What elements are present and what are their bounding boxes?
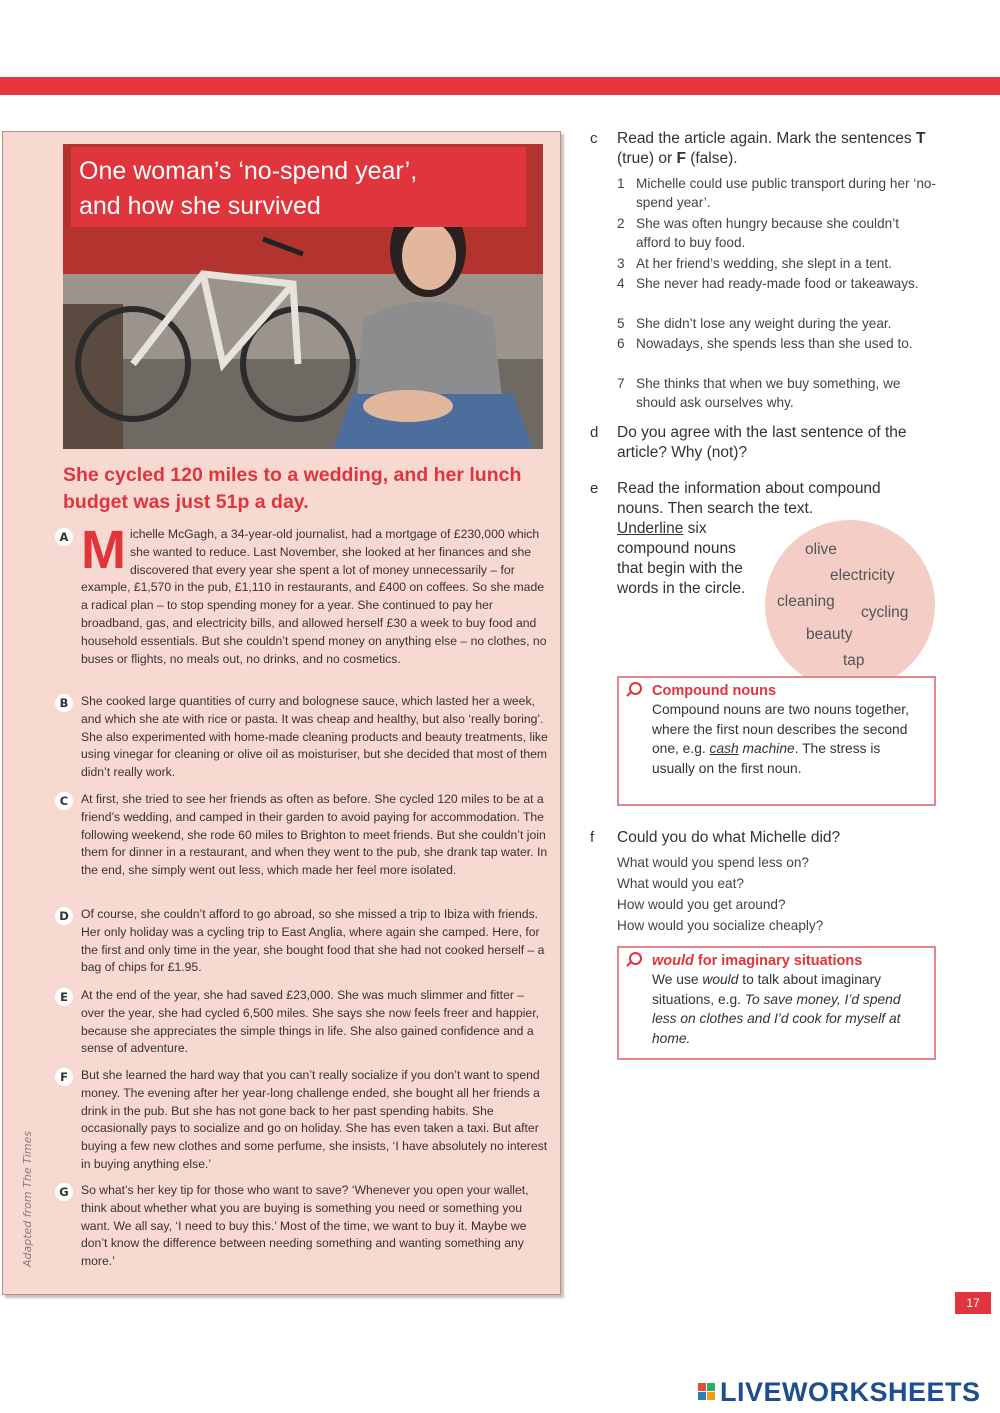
exercise-c-item (617, 375, 937, 412)
exercise-c-item (617, 335, 937, 354)
exercise-f-question: What would you spend less on? (617, 855, 809, 870)
compound-example-rest: machine (738, 741, 795, 756)
item-text: She thinks that when we buy something, we should ask ourselves why. (636, 376, 901, 410)
circle-word: electricity (830, 567, 895, 584)
would-body-text-1: We use (652, 972, 703, 987)
exercise-f-letter: f (590, 829, 595, 846)
paragraph-letter-c: C (55, 792, 73, 810)
exercise-c-item (617, 315, 937, 334)
item-text: She was often hungry because she couldn’t afford to buy food. (636, 216, 899, 250)
paragraph-letter-g: G (55, 1183, 73, 1201)
compound-body-text-2: . The stress is usually on the first noun. (652, 741, 881, 776)
false-label: F (676, 150, 686, 167)
exercise-d-letter: d (590, 424, 599, 441)
top-red-band (0, 77, 1000, 95)
logo-square (698, 1392, 706, 1400)
brand-name: LIVEWORKSHEETS (720, 1376, 981, 1407)
paragraph-b: She cooked large quantities of curry and bolognese sauce, which lasted her a week, and which she ate with rice or pasta. It was cheap and healthy, but also ‘really boring’. She also experimented with home-made cleaning products and beauty treatments, like using vinegar for cleaning or olive oil as moisturiser, but she decided that most of them didn’t really work. (81, 694, 548, 780)
exercise-c-item (617, 215, 937, 252)
circle-word: cleaning (777, 593, 835, 610)
exercise-d-instruction: Do you agree with the last sentence of the article? Why (not)? (617, 424, 907, 461)
item-text: She didn’t lose any weight during the year. (636, 316, 892, 331)
paragraph-c: At first, she tried to see her friends as often as before. She cycled 120 miles to be at a friend’s wedding, and camped in their garden to avoid paying for accommodation. The following weekend, she rode 60 miles to Brighton to meet friends. But she couldn’t join them for dinner in a restaurant, and when they went to the pub, she drank tap water. In the end, she simply went out less, which made her feel more isolated. (81, 792, 548, 878)
word-circle (765, 520, 935, 690)
would-title-row (629, 952, 934, 969)
article-panel (2, 131, 561, 1295)
logo-square (707, 1383, 715, 1391)
paragraph-letter-b: B (55, 694, 73, 712)
true-label: T (915, 130, 926, 147)
drop-cap: M (81, 520, 126, 580)
compound-nouns-box (617, 676, 936, 806)
compound-nouns-body (652, 700, 924, 778)
paragraph-letter-d: D (55, 907, 73, 925)
paragraph-d: Of course, she couldn’t afford to go abroad, so she missed a trip to Ibiza with friends. Her only holiday was a cycling trip to East Anglia, where again she camped. Here, for the first and only time in the year, she bought food that she had not cooked herself – a bag of chips for £1.95. (81, 907, 545, 975)
liveworksheets-brand[interactable] (698, 1375, 981, 1409)
logo-square (698, 1383, 706, 1391)
exercise-c-item (617, 275, 937, 294)
paragraph-e: At the end of the year, she had saved £23,000. She was much slimmer and fitter – over the year, she had cycled 6,500 miles. She says she now feels freer and happier, because she appreciates the simple things in life. She also gained confidence and a sense of adventure. (81, 988, 539, 1056)
article-title-box (71, 147, 526, 227)
underline-word: Underline (617, 520, 684, 537)
paragraph-f: But she learned the hard way that you can’t really socialize if you don’t want to spend money. The evening after her year-long challenge ended, she bought all her friends a drink in the pub. But she has not gone back to her past spending habits. She occasionally pays to socialize and go on holiday. She has even taken a taxi. But after buying a few new clothes and some perfume, she insists, ‘I have absolutely no interest in buying anything else.’ (81, 1068, 548, 1171)
exercise-c-item (617, 175, 937, 212)
item-text: At her friend’s wedding, she slept in a tent. (636, 256, 892, 271)
item-number: 6 (617, 336, 625, 351)
logo-square (707, 1392, 715, 1400)
item-text: She never had ready-made food or takeaways. (636, 276, 919, 291)
exercise-c-text-3: (false). (685, 150, 738, 167)
item-number: 3 (617, 256, 625, 271)
compound-example-word: cash (709, 741, 739, 756)
would-title-italic: would (652, 953, 694, 969)
compound-body-text-1: Compound nouns are two nouns together, where the first noun describes the second one, e.g. (652, 702, 909, 756)
paragraph-letter-e: E (55, 988, 73, 1006)
would-body-text-2: to talk about imaginary situations, e.g. (652, 972, 882, 1007)
paragraph-letter-f: F (55, 1068, 73, 1086)
page-number: 17 (955, 1292, 991, 1314)
exercise-f-question: What would you eat? (617, 876, 744, 891)
item-text: Nowadays, she spends less than she used to. (636, 336, 913, 351)
magnifier-icon (629, 682, 642, 695)
paragraph-g: So what’s her key tip for those who want to save? ‘Whenever you open your wallet, think about whether what you are buying is something you need or something you want. We all say, ‘I need to buy this.’ Most of the time, we want to buy it. Maybe we don’t know the difference between needing something and wanting something any more.’ (81, 1183, 529, 1269)
compound-nouns-title-row (629, 682, 934, 699)
item-number: 7 (617, 376, 625, 391)
article-title-line-2: and how she survived (79, 192, 321, 220)
exercise-c-item (617, 255, 937, 274)
item-number: 2 (617, 216, 625, 231)
would-title-rest: for imaginary situations (693, 953, 863, 969)
compound-nouns-title: Compound nouns (652, 683, 777, 699)
would-example: To save money, I’d spend less on clothes and I’d cook for myself at home. (652, 991, 901, 1046)
liveworksheets-logo-icon (698, 1383, 716, 1401)
exercise-e-instruction-top: Read the information about compound nouns. Then search the text. (617, 480, 881, 517)
exercise-e-text: six compound nouns that begin with the words in the circle. (617, 520, 746, 597)
item-number: 5 (617, 316, 625, 331)
magnifier-icon (629, 952, 642, 965)
would-word: would (702, 972, 739, 987)
source-credit: Adapted from The Times (21, 1130, 34, 1267)
article-subtitle: She cycled 120 miles to a wedding, and her lunch budget was just 51p a day. (63, 464, 522, 513)
exercise-c-text-1: Read the article again. Mark the sentences (617, 130, 916, 147)
would-body (652, 970, 924, 1048)
circle-word: tap (843, 652, 865, 669)
circle-word: olive (805, 541, 837, 558)
item-number: 4 (617, 276, 625, 291)
exercise-f-question: How would you socialize cheaply? (617, 918, 824, 933)
paragraph-letter-a: A (55, 528, 73, 546)
exercise-e-letter: e (590, 480, 599, 497)
exercise-f-instruction: Could you do what Michelle did? (617, 829, 841, 846)
paragraph-a-text: ichelle McGagh, a 34-year-old journalist, had a mortgage of £230,000 which she wanted to reduce. Last November, she looked at her finances and she discovered that every year she spent a lot of money unnecessarily – for example, £1,570 in the pub, £1,110 in restaurants, and £400 on coffees. So she made a radical plan – to stop spending money for a year. She continued to pay her broadband, gas, and electricity bills, and allowed herself £30 a week to buy food and household essentials. But she couldn’t spend money on anything else – no clothes, no buses or flights, no meals out, no drinks, and no cosmetics. (81, 527, 547, 666)
paragraph-a (81, 520, 551, 668)
circle-word: cycling (861, 604, 909, 621)
item-number: 1 (617, 176, 625, 191)
exercise-c-text-2: (true) or (617, 150, 677, 167)
exercise-f-question: How would you get around? (617, 897, 786, 912)
would-imaginary-box (617, 946, 936, 1060)
exercise-e-instruction (617, 519, 762, 599)
exercise-c-letter: c (590, 130, 598, 147)
circle-word: beauty (806, 626, 853, 643)
exercise-c-instruction (617, 129, 947, 169)
article-title-line-1: One woman’s ‘no-spend year’, (79, 157, 418, 185)
item-text: Michelle could use public transport during her ‘no-spend year’. (636, 176, 936, 210)
